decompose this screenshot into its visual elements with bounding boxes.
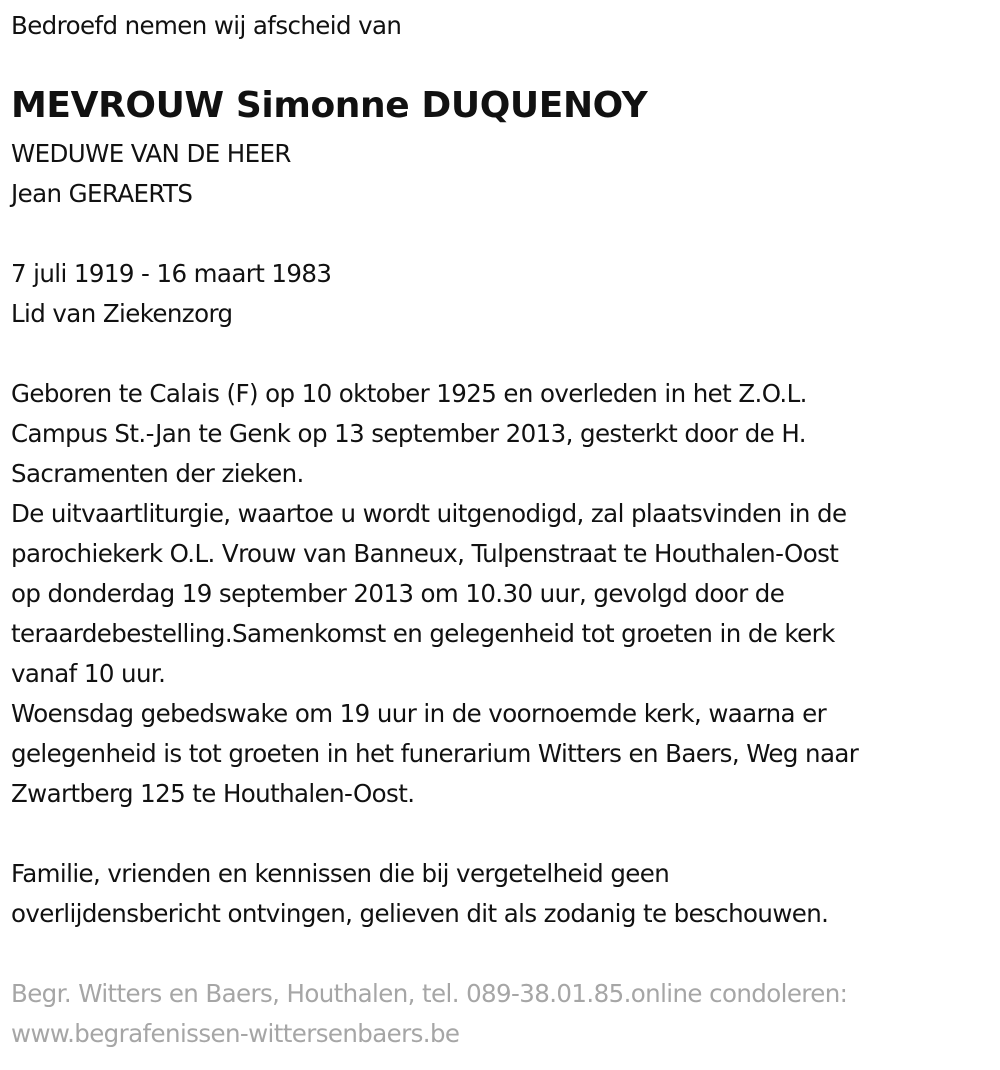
- dates-block: [11, 254, 331, 334]
- body-line: Zwartberg 125 te Houthalen-Oost.: [11, 779, 415, 808]
- funeral-home-footer: [11, 974, 847, 1054]
- deceased-name: MEVROUW Simonne DUQUENOY: [11, 85, 648, 126]
- closing-line: Familie, vrienden en kennissen die bij vergetelheid geen: [11, 859, 670, 888]
- body-line: Campus St.-Jan te Genk op 13 september 2013, gesterkt door de H.: [11, 419, 806, 448]
- membership: Lid van Ziekenzorg: [11, 299, 233, 328]
- intro-text: Bedroefd nemen wij afscheid van: [11, 11, 402, 40]
- body-line: De uitvaartliturgie, waartoe u wordt uitgenodigd, zal plaatsvinden in de: [11, 499, 847, 528]
- body-line: parochiekerk O.L. Vrouw van Banneux, Tulpenstraat te Houthalen-Oost: [11, 539, 839, 568]
- body-line: vanaf 10 uur.: [11, 659, 166, 688]
- body-line: Sacramenten der zieken.: [11, 459, 304, 488]
- body-line: op donderdag 19 september 2013 om 10.30 uur, gevolgd door de: [11, 579, 785, 608]
- footer-website-link[interactable]: www.begrafenissen-wittersenbaers.be: [11, 1019, 460, 1048]
- footer-contact: Begr. Witters en Baers, Houthalen, tel. 089-38.01.85.online condoleren:: [11, 979, 848, 1008]
- spouse-relation: WEDUWE VAN DE HEER: [11, 139, 291, 168]
- spouse-block: [11, 134, 291, 214]
- closing-text: [11, 854, 828, 934]
- body-line: Woensdag gebedswake om 19 uur in de voornoemde kerk, waarna er: [11, 699, 827, 728]
- closing-line: overlijdensbericht ontvingen, gelieven dit als zodanig te beschouwen.: [11, 899, 829, 928]
- spouse-name: Jean GERAERTS: [11, 179, 193, 208]
- body-line: Geboren te Calais (F) op 10 oktober 1925 en overleden in het Z.O.L.: [11, 379, 807, 408]
- body-text: [11, 374, 858, 814]
- body-line: gelegenheid is tot groeten in het funerarium Witters en Baers, Weg naar: [11, 739, 859, 768]
- life-dates: 7 juli 1919 - 16 maart 1983: [11, 259, 332, 288]
- body-line: teraardebestelling.Samenkomst en gelegenheid tot groeten in de kerk: [11, 619, 835, 648]
